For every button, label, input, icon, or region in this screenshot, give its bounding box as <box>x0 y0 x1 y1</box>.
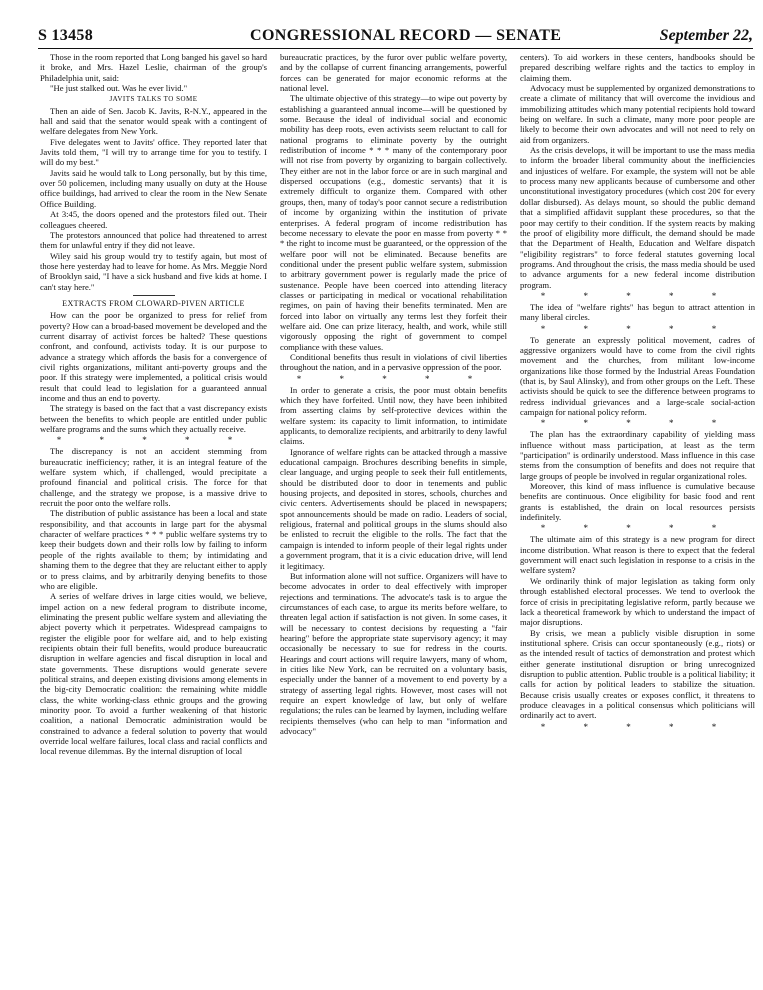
paragraph: centers). To aid workers in these centers, handbooks should be prepared describing welfare rights and the tactics to employ in claiming them. <box>520 52 755 83</box>
paragraph: We ordinarily think of major legislation as taking form only through established electoral processes. We tend to overlook the force of crisis in precipitating legislative reform, partly because we lack a theoretical framework by which to understand the impact of major disruptions. <box>520 575 755 628</box>
paragraph: The ultimate objective of this strategy—to wipe out poverty by establishing a guaranteed annual income—will be questioned by some. Because the ideal of individual social and economic mobility has deep roots, even activists seem reluctant to call for national programs to eliminate poverty by the outright redistribution of income * * * many of the contemporary poor will not rise from poverty by organizing to bargain collectively. They either are not in the labor force or are in such marginal and dispersed occupations (e.g., domestic servants) that it is extremely difficult to organize them. Compared with other groups, then, many of today's poor cannot secure a redistribution of income by organizing within the institution of private enterprises. A federal program of income redistribution has become necessary to elevate the poor en masse from poverty * * * the right to income must be guaranteed, or the oppression of the welfare poor will not be eliminated. Because benefits are conditional under the present public welfare system, submission to arbitrary government power is regularly made the price of sustenance. People have been coerced into attending literacy classes or participating in medical or vocational rehabilitation regimes, on pain of having their benefits terminated. Men are forced into labor on virtually any terms lest they forfeit their welfare aid. One can prize literacy, health, and work, while still vigorously opposing the right of government to compel compliance with these values. <box>280 93 507 352</box>
paragraph: "He just stalked out. Was he ever livid." <box>50 83 188 94</box>
ellipsis-stars: * * * * * <box>540 290 735 301</box>
paragraph: The idea of "welfare rights" has begun to attract attention in many liberal circles. <box>520 301 755 323</box>
page-number: S 13458 <box>38 27 93 44</box>
ellipsis-stars: * * * * * <box>56 435 251 446</box>
column-left <box>40 52 267 988</box>
publication-title: CONGRESSIONAL RECORD — SENATE <box>250 27 562 44</box>
paragraph: Advocacy must be supplemented by organized demonstrations to create a climate of militancy that will overcome the invidious and immobilizing attitudes which many potential recipients hold toward being on welfare. In such a climate, many more poor people are likely to become their own advocates and will not need to rely on aid from organizers. <box>520 83 755 145</box>
section-divider <box>133 295 175 296</box>
paragraph: Those in the room reported that Long banged his gavel so hard it broke, and Mrs. Hazel Leslie, chairman of the group's Philadelphia unit, said: <box>40 52 267 83</box>
paragraph: In order to generate a crisis, the poor must obtain benefits which they have forfeited. Until now, they have been inhibited from asserting claims by self-protective devices within the welfare system: its capacity to limit information, to intimidate applicants, to demoralize recipients, and arbitrarily to deny lawful claims. <box>280 384 507 447</box>
paragraph: Moreover, this kind of mass influence is cumulative because benefits are continuous. Once eligibility for basic food and rent grants is established, the drain on local resources persists indefinitely. <box>520 481 755 523</box>
ellipsis-stars: * * * * * <box>540 523 735 534</box>
paragraph: Conditional benefits thus result in violations of civil liberties throughout the nation, and in a pervasive oppression of the poor. <box>280 351 507 373</box>
paragraph: The ultimate aim of this strategy is a new program for direct income distribution. What reason is there to expect that the federal government will enact such legislation in response to a crisis in the welfare system? <box>520 534 755 576</box>
paragraph: Then an aide of Sen. Jacob K. Javits, R-N.Y., appeared in the hall and said that the senator would speak with a contingent of welfare delegates from New York. <box>40 105 267 137</box>
ellipsis-stars: * * * * * <box>540 721 735 732</box>
paragraph: But information alone will not suffice. Organizers will have to become advocates in order to deal effectively with improper rejections and terminations. The advocate's task is to argue the circumstances of each case, to argue its merits before welfare, to threaten legal action if satisfaction is not given. In some cases, it will be necessary to contest decisions by requesting a "fair hearing" before the appropriate state supervisory agency; it may occasionally be necessary to sue for redress in the courts. Hearings and court actions will require lawyers, many of whom, in cities like New York, can be recruited on a voluntary basis, especially under the banner of a movement to end poverty by a strategy of asserting legal rights. However, most cases will not require an expert knowledge of law, but only of welfare regulations; the rules can be learned by laymen, including welfare recipients themselves (who can help to man "information and advocacy" <box>280 570 507 736</box>
paragraph: By crisis, we mean a publicly visible disruption in some institutional sphere. Crisis can occur spontaneously (e.g., riots) or as the intended result of tactics of demonstration and protest which either generate institutional disruption or bring unrecognized disruption to public attention. Public trouble is a political liability; it calls for action by political leaders to stabilize the situation. Because crisis usually creates or exposes conflict, it threatens to produce cleavages in a political consensus which politicians will ordinarily act to avert. <box>520 627 755 721</box>
column-right <box>520 52 755 988</box>
ellipsis-stars: * * * * * <box>540 323 735 334</box>
paragraph: Javits said he would talk to Long personally, but by this time, over 50 policemen, including many usually on duty at the House office buildings, had arrived to clear the room in the New Senate Office Building. <box>40 167 267 209</box>
paragraph: The strategy is based on the fact that a vast discrepancy exists between the benefits to which people are entitled under public welfare programs and the sums which they actually receive. <box>40 403 267 435</box>
paragraph: Wiley said his group would try to testify again, but most of those here yesterday had to leave for home. As Mrs. Meggie Nord of Brooklyn said, "I have a sick husband and five kids at home. I can't stay here." <box>40 250 267 292</box>
subheading-javits: JAVITS TALKS TO SOME <box>109 95 198 104</box>
paragraph: As the crisis develops, it will be important to use the mass media to inform the broader liberal community about the inefficiencies and injustices of welfare. For example, the system will not be able to process many new applicants because of cumbersome and other unconstitutional investigatory procedures (which cost 20¢ for every dollar disbursed). As delays mount, so should the public demand that a simplified affidavit supplant these procedures, so that the poor may certify to their condition. If the system reacts by making the proof of eligibility more difficult, the demand should be made that the Department of Health, Education and Welfare dispatch "eligibility registrars" to force federal statutes governing local programs. And throughout the crisis, the mass media should be used to advance arguments for a new federal income distribution program. <box>520 145 755 290</box>
paragraph: Ignorance of welfare rights can be attacked through a massive educational campaign. Brochures describing benefits in simple, clear language, and urging people to seek their full entitlements, should be distributed door to door in tenements and public housing projects, and deposited in stores, schools, churches and civic centers. Advertisements should be placed in newspapers; spot announcements should be made on radio. Leaders of social, religious, fraternal and political groups in the slums should also be enlisted to recruit the eligible to the rolls. The fact that the campaign is intended to inform people of their legal rights under a government program, that it is a civic education drive, will lend it legitimacy. <box>280 446 507 571</box>
paragraph: bureaucratic practices, by the furor over public welfare poverty, and by the collapse of current financing arrangements, powerful forces can be generated for major economic reforms at the national level. <box>280 52 507 94</box>
paragraph: To generate an expressly political movement, cadres of aggressive organizers would have to come from the civil rights movement and the churches, from militant low-income organizations like those formed by the Industrial Areas Foundation (that is, by Saul Alinsky), and from other groups on the Left. These activists should be quick to see the difference between programs to redress individual grievances and a large-scale social-action campaign for national policy reform. <box>520 334 755 417</box>
extracts-heading: EXTRACTS FROM CLOWARD-PIVEN ARTICLE <box>62 298 245 308</box>
paragraph: Five delegates went to Javits' office. They reported later that Javits told them, "I will try to arrange time for you to testify. I will do my best." <box>40 136 267 168</box>
ellipsis-stars: * * * * * <box>540 418 735 429</box>
paragraph: The protestors announced that police had threatened to arrest them for unlawful entry if they did not leave. <box>40 229 267 251</box>
page-header <box>38 27 753 49</box>
paragraph: A series of welfare drives in large cities would, we believe, impel action on a new federal program to distribute income, eliminating the present public welfare system and alleviating the abject poverty which it perpetrates. Widespread campaigns to register the eligible poor for welfare aid, and to help existing recipients obtain their full benefits, would produce bureaucratic disruption in welfare agencies and fiscal disruption in local and state governments. These disruptions would generate severe political strains, and deepen existing divisions among elements in the big-city Democratic coalition: the remaining white middle class, the white working-class ethnic groups and the growing minority poor. To avoid a further weakening of that historic coalition, a national Democratic administration would be constrained to advance a federal solution to poverty that would override local welfare failures, local class and racial conflicts and local revenue dilemmas. By the internal disruption of local <box>40 591 267 757</box>
paragraph: The distribution of public assistance has been a local and state responsibility, and that accounts in large part for the abysmal character of welfare practices * * * public welfare systems try to keep their budgets down and their rolls low by failing to inform people of the rights available to them; by intimidating and shaming them to the degree that they are reluctant either to apply or to press claims, and by arbitrarily denying benefits to those who are eligible. <box>40 508 267 591</box>
paragraph: The discrepancy is not an accident stemming from bureaucratic inefficiency; rather, it is an integral feature of the welfare system which, if challenged, would precipitate a profound financial and political crisis. The force for that challenge, and the strategy we propose, is a massive drive to recruit the poor onto the welfare rolls. <box>40 446 267 509</box>
paragraph: How can the poor be organized to press for relief from poverty? How can a broad-based movement be developed and the current disarray of activist forces be halted? These questions confront, and confound, activists today. It is our purpose to advance a strategy which affords the basis for a convergence of civil rights organizations, militant anti-poverty groups and the poor. If this strategy were implemented, a political crisis would result that could lead to legislation for a guaranteed annual income and thus an end to poverty. <box>40 310 267 403</box>
column-middle <box>280 52 507 988</box>
page-date: September 22, <box>659 27 753 44</box>
header-rule <box>38 48 753 49</box>
paragraph: The plan has the extraordinary capability of yielding mass influence without mass participation, at least as the term "participation" is ordinarily understood. Mass influence in this case stems from the consumption of benefits and does not require that large groups of people be involved in regular organizational roles. <box>520 429 755 481</box>
paragraph: At 3:45, the doors opened and the protestors filed out. Their colleagues cheered. <box>40 209 267 230</box>
ellipsis-stars: * * * * * <box>296 373 491 384</box>
